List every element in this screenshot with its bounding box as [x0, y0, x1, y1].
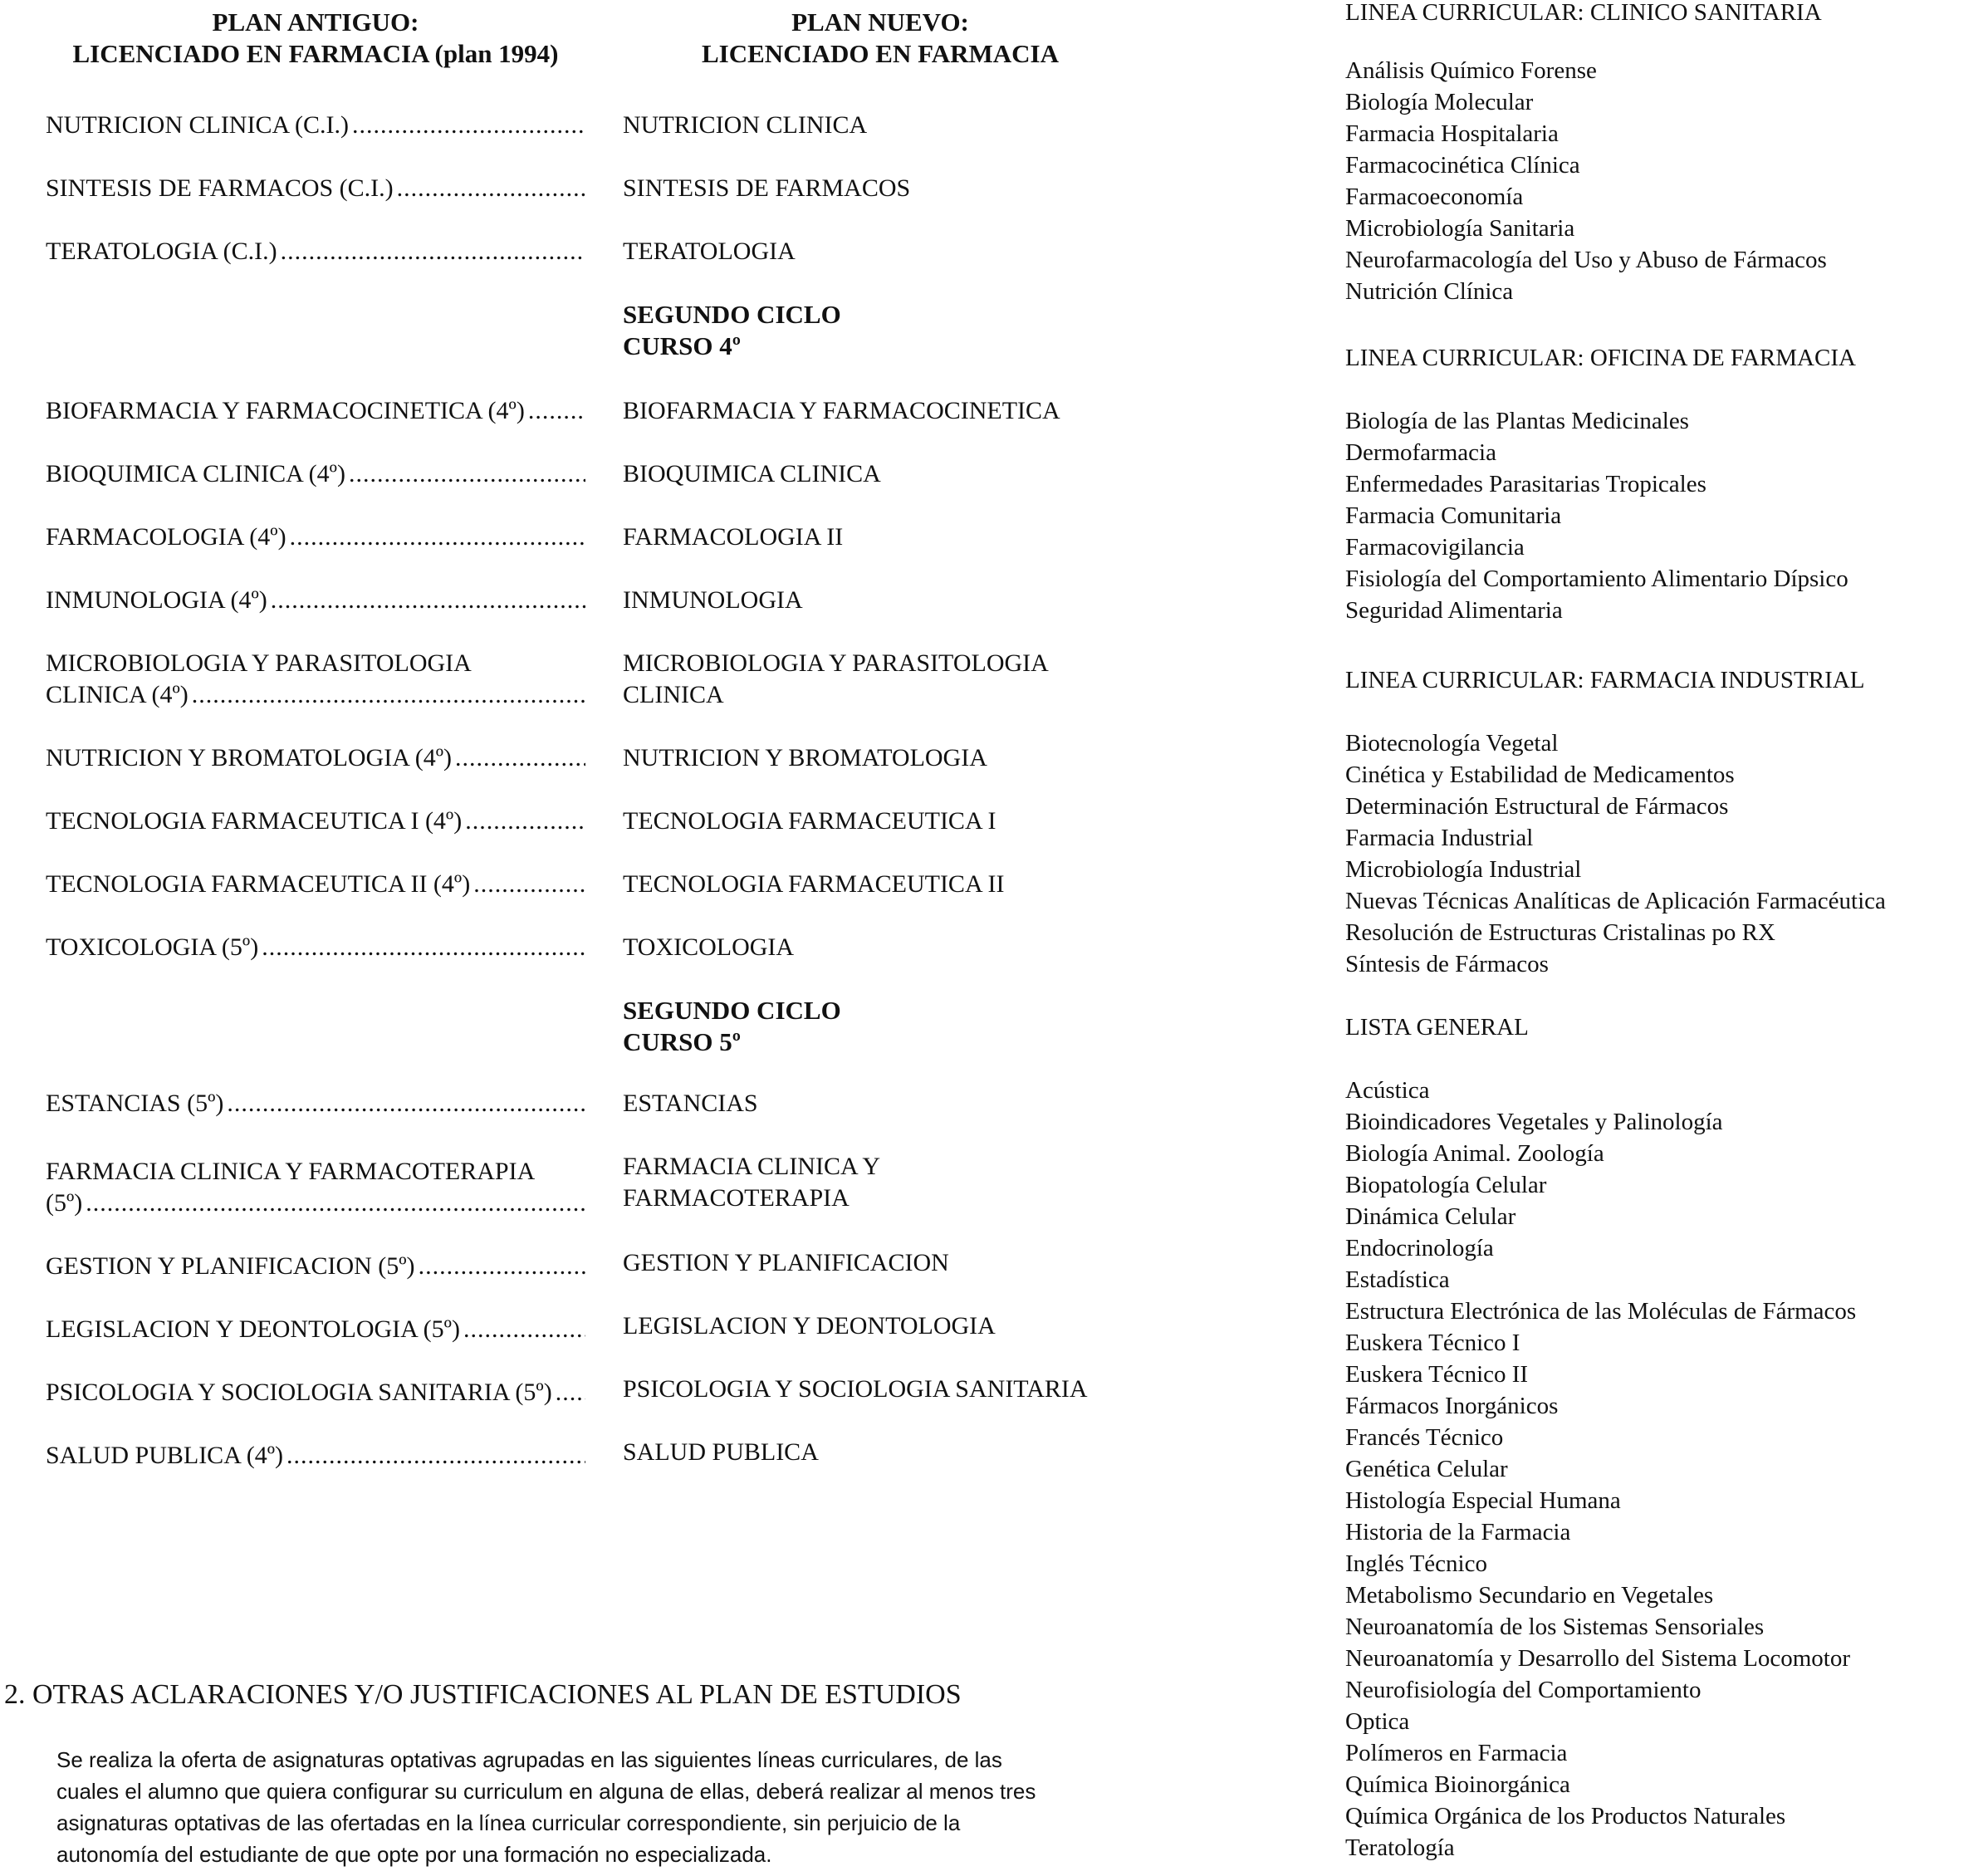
- linea-farmacia-industrial: [1345, 664, 1976, 980]
- new-plan-subject: ESTANCIAS: [623, 1090, 758, 1117]
- list-item: Análisis Químico Forense: [1345, 57, 1597, 84]
- old-plan-row: [46, 1251, 585, 1282]
- list-item: Polímeros en Farmacia: [1345, 1740, 1568, 1766]
- old-plan-subject: SINTESIS DE FARMACOS (C.I.): [46, 174, 394, 202]
- new-plan-subject-line2: CLINICA: [623, 681, 724, 708]
- old-plan-subject-line1: MICROBIOLOGIA Y PARASITOLOGIA: [46, 649, 472, 677]
- list-item: Teratología: [1345, 1834, 1455, 1861]
- old-plan-subject: FARMACOLOGIA (4º): [46, 523, 286, 551]
- old-plan-row: [46, 110, 585, 141]
- old-plan-subject: TECNOLOGIA FARMACEUTICA II (4º): [46, 870, 471, 898]
- new-plan-subject: SINTESIS DE FARMACOS: [623, 174, 911, 202]
- lista-general: [1345, 1011, 1976, 1864]
- list-item: Biología Molecular: [1345, 89, 1534, 115]
- paragraph-line: autonomía del estudiante de que opte por una formación no especializada.: [56, 1842, 772, 1867]
- old-plan-row: [46, 869, 585, 900]
- list-item: Euskera Técnico I: [1345, 1330, 1520, 1356]
- new-plan-row: [623, 458, 1187, 490]
- new-plan-subject: TERATOLOGIA: [623, 238, 796, 265]
- list-item: Farmacoeconomía: [1345, 184, 1524, 210]
- old-plan-row: [46, 742, 585, 774]
- list-item: Neurofisiología del Comportamiento: [1345, 1677, 1702, 1703]
- old-plan-subject: (5º): [46, 1189, 83, 1217]
- new-plan-subject: FARMACIA CLINICA Y: [623, 1153, 881, 1180]
- linea-oficina-farmacia: [1345, 342, 1976, 626]
- new-plan-row: [623, 932, 1187, 963]
- old-plan-row: [46, 932, 585, 963]
- list-item: Farmacia Hospitalaria: [1345, 120, 1559, 147]
- new-plan-subject: MICROBIOLOGIA Y PARASITOLOGIA: [623, 649, 1049, 677]
- old-plan-subtitle: LICENCIADO EN FARMACIA (plan 1994): [72, 39, 559, 68]
- cycle-heading-line2: CURSO 5º: [623, 1027, 741, 1056]
- old-plan-row: [46, 1377, 585, 1408]
- list-item: Optica: [1345, 1708, 1410, 1735]
- new-plan-row: [623, 1374, 1187, 1405]
- old-plan-subject: PSICOLOGIA Y SOCIOLOGIA SANITARIA (5º): [46, 1379, 552, 1406]
- old-plan-subject: GESTION Y PLANIFICACION (5º): [46, 1252, 415, 1280]
- new-plan-row: [623, 1310, 1187, 1342]
- new-plan-subject: NUTRICION Y BROMATOLOGIA: [623, 744, 987, 771]
- old-plan-subject: TERATOLOGIA (C.I.): [46, 238, 277, 265]
- new-plan-row: [623, 1247, 1187, 1279]
- list-item: Nuevas Técnicas Analíticas de Aplicación Farmacéutica: [1345, 888, 1886, 914]
- list-item: Nutrición Clínica: [1345, 278, 1514, 305]
- linea-title: LINEA CURRICULAR: CLINICO SANITARIA: [1345, 0, 1822, 26]
- section-2-title: 2. OTRAS ACLARACIONES Y/O JUSTIFICACIONES AL PLAN DE ESTUDIOS: [4, 1679, 962, 1710]
- new-plan-header: [623, 7, 1138, 70]
- new-plan-title: PLAN NUEVO:: [791, 7, 969, 37]
- list-item: Química Orgánica de los Productos Naturales: [1345, 1803, 1786, 1829]
- list-item: Biotecnología Vegetal: [1345, 730, 1559, 757]
- new-plan-subtitle: LICENCIADO EN FARMACIA: [702, 39, 1059, 68]
- list-item: Euskera Técnico II: [1345, 1361, 1529, 1388]
- list-item: Síntesis de Fármacos: [1345, 951, 1549, 977]
- new-plan-subject: NUTRICION CLINICA: [623, 111, 868, 139]
- new-plan-subject-line2: FARMACOTERAPIA: [623, 1184, 850, 1212]
- new-plan-subject: TECNOLOGIA FARMACEUTICA I: [623, 807, 996, 835]
- new-plan-subject: LEGISLACION Y DEONTOLOGIA: [623, 1312, 996, 1340]
- list-item: Resolución de Estructuras Cristalinas po RX: [1345, 919, 1775, 946]
- list-item: Biología de las Plantas Medicinales: [1345, 408, 1689, 434]
- list-item: Acústica: [1345, 1077, 1430, 1104]
- list-item: Histología Especial Humana: [1345, 1487, 1621, 1514]
- list-item: Francés Técnico: [1345, 1424, 1504, 1451]
- list-item: Farmacia Industrial: [1345, 825, 1534, 851]
- new-plan-row: [623, 806, 1187, 837]
- new-plan-subject: BIOQUIMICA CLINICA: [623, 460, 881, 487]
- new-plan-row: [623, 1437, 1187, 1468]
- list-item: Estadística: [1345, 1266, 1450, 1293]
- list-item: Microbiología Industrial: [1345, 856, 1582, 883]
- new-plan-row: [623, 585, 1187, 616]
- new-plan-row: [623, 1088, 1187, 1119]
- new-plan-subject: TECNOLOGIA FARMACEUTICA II: [623, 870, 1005, 898]
- list-item: Farmacovigilancia: [1345, 534, 1525, 561]
- old-plan-subject: NUTRICION Y BROMATOLOGIA (4º): [46, 744, 453, 771]
- list-item: Dermofarmacia: [1345, 439, 1496, 466]
- list-item: Cinética y Estabilidad de Medicamentos: [1345, 762, 1735, 788]
- list-item: Fármacos Inorgánicos: [1345, 1393, 1559, 1419]
- old-plan-row: [46, 806, 585, 837]
- list-item: Farmacia Comunitaria: [1345, 502, 1562, 529]
- new-plan-subject: TOXICOLOGIA: [623, 933, 795, 961]
- new-plan-row: [623, 110, 1187, 141]
- old-plan-row: [46, 1156, 585, 1219]
- section-2-paragraph: [56, 1744, 1136, 1870]
- new-plan-subject: GESTION Y PLANIFICACION: [623, 1249, 949, 1276]
- old-plan-subject: LEGISLACION Y DEONTOLOGIA (5º): [46, 1315, 460, 1343]
- paragraph-line: asignaturas optativas de las ofertadas en la línea curricular correspondiente, sin perjuicio de la: [56, 1810, 961, 1835]
- paragraph-line: cuales el alumno que quiera configurar su curriculum en alguna de ellas, deberá realizar al menos tres: [56, 1779, 1036, 1804]
- new-plan-row: [623, 173, 1187, 204]
- list-item: Endocrinología: [1345, 1235, 1494, 1261]
- list-item: Bioindicadores Vegetales y Palinología: [1345, 1109, 1723, 1135]
- new-plan-row: [623, 395, 1187, 427]
- new-plan-subject: PSICOLOGIA Y SOCIOLOGIA SANITARIA: [623, 1375, 1088, 1403]
- old-plan-row: [46, 585, 585, 616]
- linea-title: LINEA CURRICULAR: OFICINA DE FARMACIA: [1345, 345, 1856, 371]
- old-plan-subject: SALUD PUBLICA (4º): [46, 1442, 283, 1469]
- list-item: Inglés Técnico: [1345, 1550, 1487, 1577]
- paragraph-line: Se realiza la oferta de asignaturas optativas agrupadas en las siguientes líneas curriculares, de las: [56, 1747, 1002, 1772]
- old-plan-row: [46, 1440, 585, 1472]
- list-item: Seguridad Alimentaria: [1345, 597, 1563, 624]
- new-plan-subject: FARMACOLOGIA II: [623, 523, 844, 551]
- list-item: Microbiología Sanitaria: [1345, 215, 1575, 242]
- old-plan-row: [46, 395, 585, 427]
- list-item: Farmacocinética Clínica: [1345, 152, 1580, 179]
- old-plan-title: PLAN ANTIGUO:: [212, 7, 419, 37]
- list-item: Estructura Electrónica de las Moléculas de Fármacos: [1345, 1298, 1857, 1325]
- old-plan-header: [46, 7, 585, 70]
- cycle-heading-line1: SEGUNDO CICLO: [623, 996, 841, 1025]
- old-plan-row: [46, 236, 585, 267]
- old-plan-row: [46, 173, 585, 204]
- new-plan-subject: BIOFARMACIA Y FARMACOCINETICA: [623, 397, 1060, 424]
- cycle-heading-5: [623, 995, 841, 1058]
- new-plan-row: [623, 648, 1187, 711]
- cycle-heading-line1: SEGUNDO CICLO: [623, 300, 841, 329]
- new-plan-row: [623, 522, 1187, 553]
- new-plan-row: [623, 869, 1187, 900]
- old-plan-row: [46, 1088, 585, 1119]
- new-plan-row: [623, 742, 1187, 774]
- old-plan-subject-line1: FARMACIA CLINICA Y FARMACOTERAPIA: [46, 1158, 536, 1185]
- list-item: Neurofarmacología del Uso y Abuso de Fármacos: [1345, 247, 1827, 273]
- list-item: Enfermedades Parasitarias Tropicales: [1345, 471, 1706, 497]
- linea-title: LISTA GENERAL: [1345, 1014, 1529, 1041]
- linea-clinico-sanitaria: [1345, 0, 1976, 307]
- list-item: Fisiología del Comportamiento Alimentario Dípsico: [1345, 566, 1848, 592]
- new-plan-row: [623, 236, 1187, 267]
- new-plan-subject: SALUD PUBLICA: [623, 1438, 819, 1466]
- old-plan-subject: CLINICA (4º): [46, 681, 189, 708]
- old-plan-row: [46, 522, 585, 553]
- cycle-heading-line2: CURSO 4º: [623, 331, 741, 360]
- list-item: Metabolismo Secundario en Vegetales: [1345, 1582, 1714, 1609]
- list-item: Biología Animal. Zoología: [1345, 1140, 1604, 1167]
- list-item: Dinámica Celular: [1345, 1203, 1516, 1230]
- old-plan-subject: BIOQUIMICA CLINICA (4º): [46, 460, 345, 487]
- old-plan-subject: TOXICOLOGIA (5º): [46, 933, 259, 961]
- old-plan-subject: INMUNOLOGIA (4º): [46, 586, 267, 614]
- new-plan-subject: INMUNOLOGIA: [623, 586, 803, 614]
- old-plan-row: [46, 1314, 585, 1345]
- old-plan-row: [46, 648, 585, 711]
- old-plan-row: [46, 458, 585, 490]
- list-item: Biopatología Celular: [1345, 1172, 1547, 1198]
- list-item: Historia de la Farmacia: [1345, 1519, 1571, 1545]
- list-item: Genética Celular: [1345, 1456, 1508, 1482]
- list-item: Neuroanatomía y Desarrollo del Sistema Locomotor: [1345, 1645, 1851, 1672]
- list-item: Determinación Estructural de Fármacos: [1345, 793, 1729, 820]
- new-plan-row: [623, 1151, 1187, 1214]
- list-item: Química Bioinorgánica: [1345, 1771, 1570, 1798]
- old-plan-subject: TECNOLOGIA FARMACEUTICA I (4º): [46, 807, 463, 835]
- cycle-heading-4: [623, 299, 841, 362]
- old-plan-subject: ESTANCIAS (5º): [46, 1090, 224, 1117]
- list-item: Neuroanatomía de los Sistemas Sensoriales: [1345, 1614, 1765, 1640]
- old-plan-subject: NUTRICION CLINICA (C.I.): [46, 111, 349, 139]
- old-plan-subject: BIOFARMACIA Y FARMACOCINETICA (4º): [46, 397, 525, 424]
- linea-title: LINEA CURRICULAR: FARMACIA INDUSTRIAL: [1345, 667, 1865, 693]
